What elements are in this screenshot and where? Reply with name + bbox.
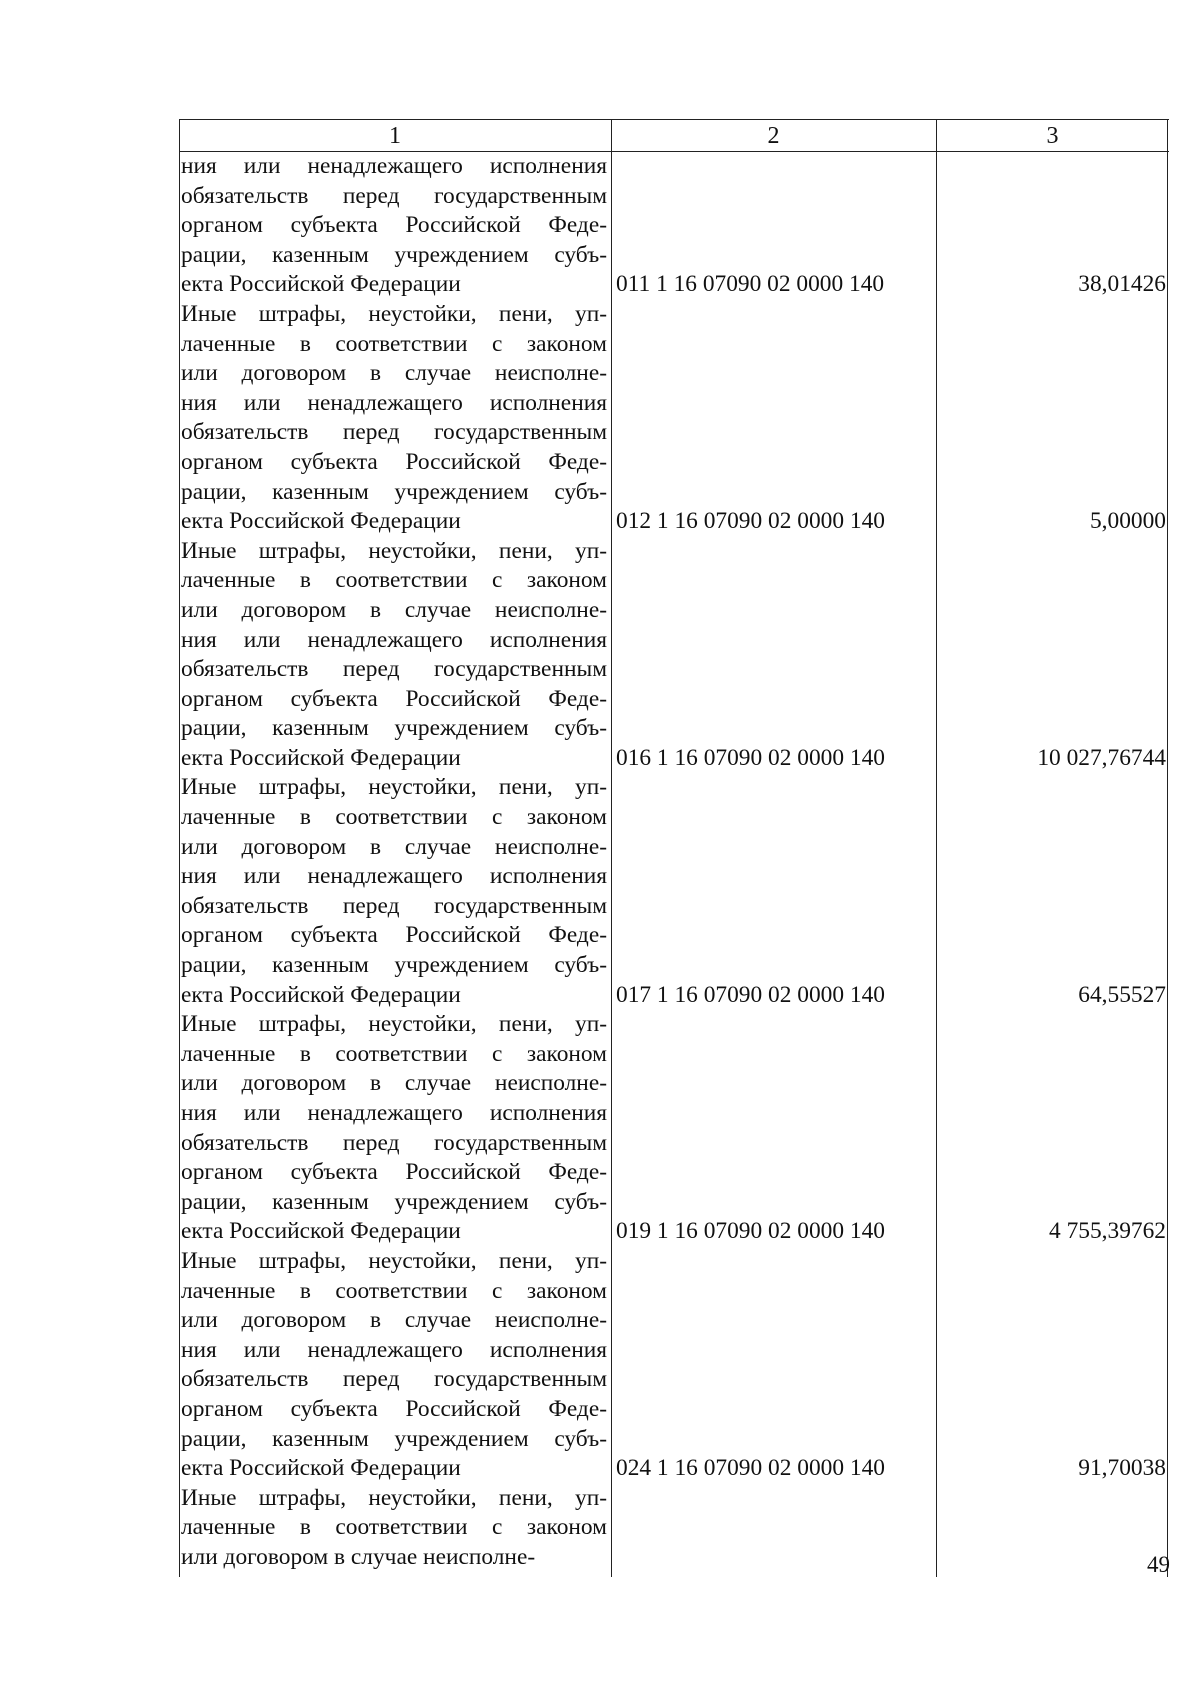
description-line: екта Российской Федерации [181,508,461,535]
description-line: рации, казенным учреждением субъ- [181,715,607,742]
description-line: органом субъекта Российской Феде- [181,212,607,239]
amount-cell: 64,55527 [1078,981,1166,1008]
description-line: Иные штрафы, неустойки, пени, уп- [181,1484,607,1511]
description-line: органом субъекта Российской Феде- [181,1395,607,1422]
budget-code-cell: 016 1 16 07090 02 0000 140 [616,744,885,771]
header-col-2: 2 [767,123,780,149]
description-cell [181,300,607,537]
table-row [179,773,1169,1010]
amount-cell: 4 755,39762 [1049,1218,1166,1245]
amount-cell: 10 027,76744 [1037,744,1166,771]
description-line: екта Российской Федерации [181,1218,461,1245]
table-row [179,1247,1169,1484]
description-line: или договором в случае неисполне- [181,360,607,387]
description-line: ния или ненадлежащего исполнения [181,626,607,653]
description-line: обязательств перед государственным [181,892,607,919]
description-line: обязательств перед государственным [181,1129,607,1156]
budget-code-cell: 019 1 16 07090 02 0000 140 [616,1218,885,1245]
description-line: ния или ненадлежащего исполнения [181,389,607,416]
description-cell [181,1247,607,1484]
description-line: лаченные в соответствии с законом [181,804,607,831]
description-line: екта Российской Федерации [181,1455,461,1482]
description-line: рации, казенным учреждением субъ- [181,478,607,505]
description-cell [181,1484,607,1573]
table-row [179,300,1169,537]
description-line: или договором в случае неисполне- [181,596,607,623]
description-line: рации, казенным учреждением субъ- [181,1425,607,1452]
description-line: ния или ненадлежащего исполнения [181,1336,607,1363]
description-line: Иные штрафы, неустойки, пени, уп- [181,300,607,327]
budget-table [179,119,1169,1577]
description-line: рации, казенным учреждением субъ- [181,241,607,268]
description-line: обязательств перед государственным [181,1366,607,1393]
description-line: обязательств перед государственным [181,419,607,446]
amount-cell: 5,00000 [1089,508,1166,535]
description-line: или договором в случае неисполне- [181,1307,607,1334]
budget-code-cell: 017 1 16 07090 02 0000 140 [616,981,885,1008]
table-row [179,152,1169,300]
description-cell [181,537,607,774]
description-cell [181,1010,607,1247]
description-cell [181,152,607,300]
description-line: лаченные в соответствии с законом [181,1277,607,1304]
description-line: или договором в случае неисполне- [181,1543,536,1570]
description-line: Иные штрафы, неустойки, пени, уп- [181,1247,607,1274]
description-line: обязательств перед государственным [181,182,607,209]
budget-code-cell: 011 1 16 07090 02 0000 140 [616,271,885,298]
table-row [179,537,1169,774]
description-line: Иные штрафы, неустойки, пени, уп- [181,537,607,564]
table-body [179,152,1169,1573]
budget-code-cell: 012 1 16 07090 02 0000 140 [616,508,885,535]
description-line: органом субъекта Российской Феде- [181,1159,607,1186]
description-line: или договором в случае неисполне- [181,1070,607,1097]
description-line: ния или ненадлежащего исполнения [181,863,607,890]
budget-code-cell: 024 1 16 07090 02 0000 140 [616,1455,885,1482]
header-col-3: 3 [1046,123,1059,149]
description-line: рации, казенным учреждением субъ- [181,1188,607,1215]
description-line: органом субъекта Российской Феде- [181,922,607,949]
description-line: рации, казенным учреждением субъ- [181,952,607,979]
amount-cell: 38,01426 [1078,271,1166,298]
table-row [179,1010,1169,1247]
description-line: екта Российской Федерации [181,744,461,771]
description-line: органом субъекта Российской Феде- [181,685,607,712]
page-number: 49 [1147,1552,1170,1577]
table-header-row [179,119,1169,152]
description-line: лаченные в соответствии с законом [181,567,607,594]
description-line: Иные штрафы, неустойки, пени, уп- [181,774,607,801]
description-line: лаченные в соответствии с законом [181,330,607,357]
description-line: или договором в случае неисполне- [181,833,607,860]
amount-cell: 91,70038 [1078,1455,1166,1482]
description-cell [181,773,607,1010]
description-line: органом субъекта Российской Феде- [181,448,607,475]
description-line: обязательств перед государственным [181,656,607,683]
description-line: лаченные в соответствии с законом [181,1514,607,1541]
description-line: лаченные в соответствии с законом [181,1040,607,1067]
description-line: екта Российской Федерации [181,271,461,298]
description-line: ния или ненадлежащего исполнения [181,1100,607,1126]
description-line: Иные штрафы, неустойки, пени, уп- [181,1011,607,1038]
table-row [179,1484,1169,1573]
header-col-1: 1 [389,123,401,149]
description-line: екта Российской Федерации [181,981,461,1008]
description-line: ния или ненадлежащего исполнения [181,153,607,179]
